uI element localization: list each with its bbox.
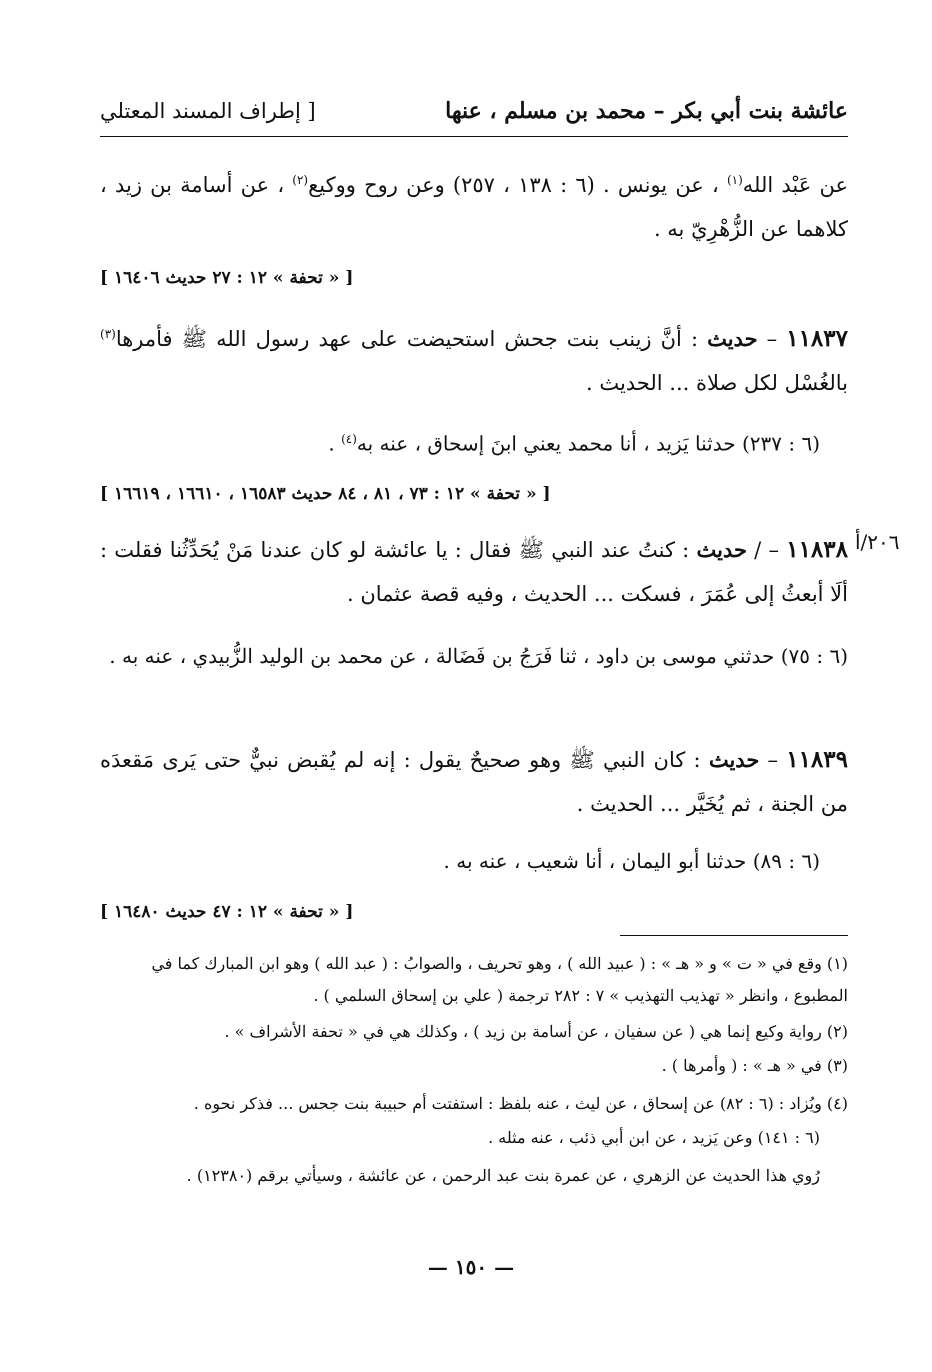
page-number: — ١٥٠ — [427,1255,515,1279]
hadith-keyword: حديث [708,747,760,772]
book-title: [ إطراف المسند المعتلي [100,99,316,123]
hadith-dash: – [757,327,787,351]
hadith-text: : كان النبي ﷺ وهو صحيحٌ يقول : إنه لم يُقبض نبيٌّ حتى يَرى مَقعدَه من الجنة ، ثم يُخَيَّر ... الحديث . [100,748,848,816]
hadith-text: : كنتُ عند النبي ﷺ فقال : يا عائشة لو كان عندنا مَنْ يُحَدِّثُنا فقلت : ألَا أبعثُ إلى عُمَرَ ، فسكت ... الحديث ، وفيه قصة عثمان . [100,538,848,606]
footnote-separator [620,935,848,936]
hadith-11837 [100,312,848,405]
p1-text-a: عن عَبْد الله [742,173,848,197]
footnote-ref-4: (٤) [341,432,357,446]
hadith-keyword: حديث [707,326,758,351]
hadith-number: ١١٨٣٨ [786,536,848,563]
footnote-ref-3: (٣) [100,327,116,341]
footnote-1: (١) وقع في « ت » و « هـ » : ( عبيد الله ) ، وهو تحريف ، والصوابُ : ( عبد الله ) وهو ابن المبارك كما في المطبوع ، وانظر « تهذيب التهذيب » ٧ : ٢٨٢ ترجمة ( علي بن إسحاق السلمي ) . [151,954,848,1005]
footnote-3: (٣) في « هـ » : ( وأمرها ) . [661,1056,848,1075]
hadith-11838-source: (٦ : ٧٥) حدثني موسى بن داود ، ثنا فَرَجُ بن فَضَالة ، عن محمد بن الوليد الزُّبيدي ، عنه به . [109,644,848,668]
footnote-2: (٢) رواية وكيع إنما هي ( عن سفيان ، عن أسامة بن زيد ) ، وكذلك هي في « تحفة الأشراف » . [224,1022,848,1041]
hadith-number: ١١٨٣٩ [786,746,848,773]
hadith-dash: – / [746,538,787,562]
manuscript-folio-marker: ٢٠٦/أ [855,530,900,554]
tuhfa-reference-3: [ « تحفة » ١٢ : ٤٧ حديث ١٦٤٨٠ ] [100,902,354,922]
hadith-11839-source: (٦ : ٨٩) حدثنا أبو اليمان ، أنا شعيب ، عنه به . [443,849,820,873]
hadith-dash: – [759,748,787,772]
hadith-text-b: بالغُسْل لكل صلاة ... الحديث . [585,371,848,395]
hadith-text-a: : أنَّ زينب بنت جحش استحيضت على عهد رسول الله ﷺ فأمرها [115,327,708,351]
paragraph-continuation [100,158,848,251]
hadith-number: ١١٨٣٧ [786,325,848,352]
hadith-11837-source: (٦ : ٢٣٧) حدثنا يَزيد ، أنا محمد يعني ابنَ إسحاق ، عنه به$^{(٤)}$ . [328,431,820,456]
p1-text-c: ، عن أسامة بن زيد ، كلاهما عن الزُّهْرِيّ به . [100,173,848,241]
tuhfa-reference-1: [ « تحفة » ١٢ : ٢٧ حديث ١٦٤٠٦ ] [100,268,354,288]
hadith-keyword: حديث [696,537,747,562]
footnote-4-note: رُوي هذا الحديث عن الزهري ، عن عمرة بنت عبد الرحمن ، عن عائشة ، وسيأتي برقم (١٢٣٨٠) . [186,1166,820,1185]
header-rule [100,136,848,137]
hadith-11838 [100,528,848,616]
footnote-4-continued: (٦ : ١٤١) وعن يَزيد ، عن ابن أبي ذئب ، عنه مثله . [488,1128,820,1147]
running-title: عائشة بنت أبي بكر – محمد بن مسلم ، عنها [445,98,848,124]
tuhfa-reference-2: [ « تحفة » ١٢ : ٧٣ ، ٨١ ، ٨٤ حديث ١٦٥٨٣ ، ١٦٦١٠ ، ١٦٦١٩ ] [100,484,551,504]
footnote-ref-2: (٢) [292,173,309,187]
footnote-4: (٤) ويُزاد : (٦ : ٨٢) عن إسحاق ، عن ليث ، عنه بلفظ : استفتت أم حبيبة بنت جحس ... فذكر نحوه . [193,1094,848,1113]
footnote-ref-1: (١) [726,173,743,187]
page-header [100,98,848,134]
p1-text-b: ، عن يونس . (٦ : ١٣٨ ، ٢٥٧) وعن روح ووكيع [308,173,727,197]
hadith-11839 [100,738,848,826]
